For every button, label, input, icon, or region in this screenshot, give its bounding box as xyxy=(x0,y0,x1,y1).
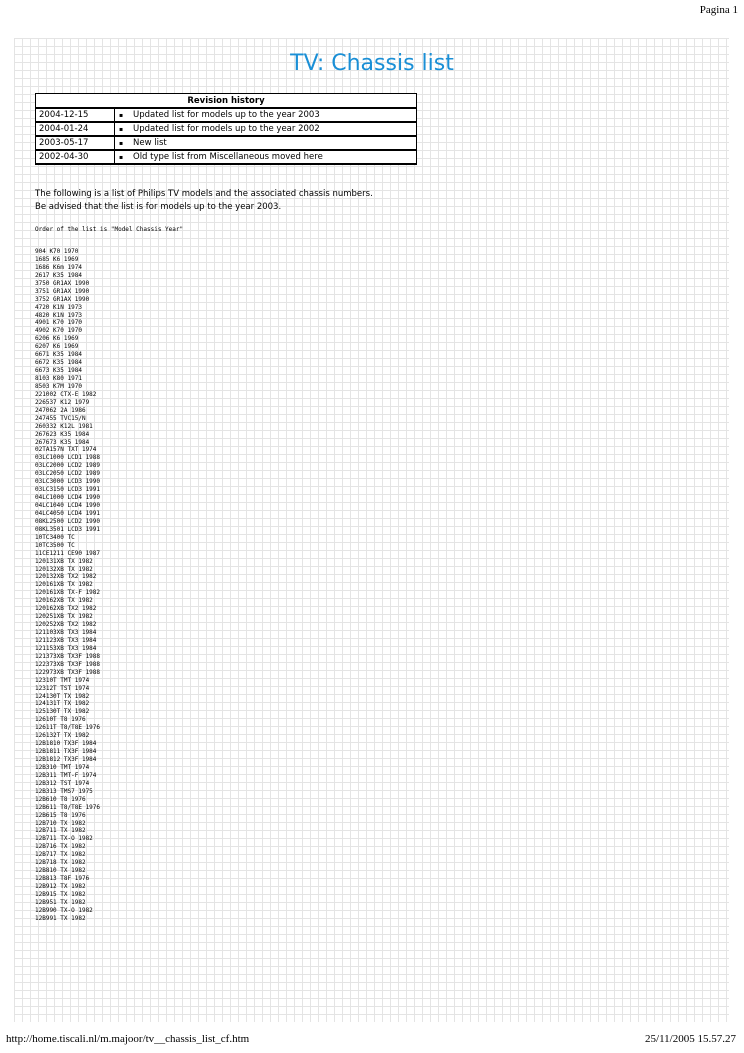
revision-note: Old type list from Miscellaneous moved here xyxy=(129,150,417,164)
model-entry: 124131T TX 1982 xyxy=(35,700,90,708)
model-entry: 12B310 TMT 1974 xyxy=(35,763,90,771)
model-entry: 6672 K35 1984 xyxy=(35,359,82,367)
revision-date: 2002-04-30 xyxy=(36,150,115,164)
intro-line: The following is a list of Philips TV models and the associated chassis numbers. xyxy=(35,189,373,199)
model-entry: 08KL3501 LCD3 1991 xyxy=(35,525,101,533)
model-entry: 12B912 TX 1982 xyxy=(35,883,86,890)
model-entry: 260332 K12L 1981 xyxy=(35,422,93,430)
model-entry: 12B718 TX 1982 xyxy=(35,859,86,867)
revision-history-table xyxy=(35,93,417,165)
model-entry: 02TA157N TXT 1974 xyxy=(35,446,97,454)
model-entry: 10TC3500 TC xyxy=(35,541,75,549)
model-entry: 904 K70 1970 xyxy=(35,248,79,255)
revision-note: New list xyxy=(129,136,417,150)
model-entry: 120252XB TX2 1982 xyxy=(35,621,97,629)
model-entry: 3752 GR1AX 1990 xyxy=(35,295,90,303)
model-entry: 03LC3000 LCD3 1990 xyxy=(35,478,101,486)
model-entry: 122373XB TX3F 1988 xyxy=(35,660,101,668)
model-entry: 120162XB TX2 1982 xyxy=(35,605,97,613)
page-header: Pagina 1 xyxy=(699,4,738,16)
model-entry: 03LC3150 LCD3 1991 xyxy=(35,486,101,494)
model-entry: 247455 TVC15/N xyxy=(35,414,86,422)
page-title: TV: Chassis list xyxy=(290,51,454,76)
model-entry: 124130T TX 1982 xyxy=(35,692,90,700)
model-entry: 8103 K80 1971 xyxy=(35,375,82,382)
model-entry: 6206 K6 1969 xyxy=(35,335,79,343)
model-entry: 120161XB TX 1982 xyxy=(35,581,93,589)
model-entry: 10TC3400 TC xyxy=(35,533,75,541)
model-entry: 12B312 TST 1974 xyxy=(35,779,90,787)
revision-note: Updated list for models up to the year 2002 xyxy=(129,122,417,136)
model-entry: 12B716 TX 1982 xyxy=(35,843,86,851)
model-entry: 12B951 TX 1982 xyxy=(35,898,86,906)
model-entry: 2617 K35 1984 xyxy=(35,271,82,279)
model-list xyxy=(35,248,100,923)
model-entry: 03LC2050 LCD2 1989 xyxy=(35,470,101,478)
model-entry: 12B810 TX 1982 xyxy=(35,867,86,875)
revision-row xyxy=(36,150,417,164)
model-entry: 247062 2A 1986 xyxy=(35,406,86,414)
model-entry: 12B1811 TX3F 1984 xyxy=(35,748,97,756)
revision-row xyxy=(36,122,417,136)
grid-background xyxy=(14,38,729,1022)
model-entry: 12B717 TX 1982 xyxy=(35,851,86,859)
model-entry: 04LC4050 LCD4 1991 xyxy=(35,509,101,517)
model-entry: 4820 K1N 1973 xyxy=(35,311,82,319)
bullet-icon: ▪ xyxy=(115,136,130,150)
model-entry: 4902 K70 1970 xyxy=(35,327,82,335)
model-entry: 8503 K7M 1970 xyxy=(35,382,82,390)
model-entry: 12B1812 TX3F 1984 xyxy=(35,756,97,763)
model-entry: 3751 GR1AX 1990 xyxy=(35,287,90,295)
model-entry: 12312T TST 1974 xyxy=(35,684,90,692)
model-entry: 03LC1000 LCD1 1988 xyxy=(35,454,101,462)
revision-date: 2004-12-15 xyxy=(36,108,115,122)
model-entry: 6671 K35 1984 xyxy=(35,351,82,359)
model-entry: 12B991 TX 1982 xyxy=(35,914,86,922)
model-entry: 121153XB TX3 1984 xyxy=(35,644,97,652)
model-entry: 120161XB TX-F 1982 xyxy=(35,589,101,597)
model-entry: 4720 K1N 1973 xyxy=(35,303,82,311)
model-entry: 1686 K6m 1974 xyxy=(35,263,82,271)
model-entry: 6207 K6 1969 xyxy=(35,343,79,351)
model-entry: 267623 K35 1984 xyxy=(35,430,90,438)
bullet-icon: ▪ xyxy=(115,108,130,122)
bullet-icon: ▪ xyxy=(115,150,130,164)
model-entry: 121123XB TX3 1984 xyxy=(35,636,97,644)
model-entry: 1685 K6 1969 xyxy=(35,255,79,263)
model-entry: 3750 GR1AX 1990 xyxy=(35,279,90,287)
model-entry: 12B610 T8 1976 xyxy=(35,795,86,803)
footer-url: http://home.tiscali.nl/m.majoor/tv__chassis_list_cf.htm xyxy=(6,1033,250,1045)
model-entry: 125130T TX 1982 xyxy=(35,708,90,716)
model-entry: 04LC1040 LCD4 1990 xyxy=(35,502,101,509)
bullet-icon: ▪ xyxy=(115,122,130,136)
model-entry: 121103XB TX3 1984 xyxy=(35,629,97,636)
model-entry: 6673 K35 1984 xyxy=(35,367,82,375)
model-entry: 121373XB TX3F 1988 xyxy=(35,652,101,660)
model-entry: 12611T T8/T8E 1976 xyxy=(35,724,101,732)
model-entry: 03LC2000 LCD2 1989 xyxy=(35,462,101,470)
footer-datetime: 25/11/2005 15.57.27 xyxy=(645,1033,736,1045)
model-entry: 120132XB TX 1982 xyxy=(35,565,93,573)
model-entry: 08KL2500 LCD2 1990 xyxy=(35,517,101,525)
model-entry: 221002 CTX-E 1982 xyxy=(35,390,97,398)
model-entry: 12B990 TX-O 1982 xyxy=(35,906,93,914)
model-entry: 267673 K35 1984 xyxy=(35,438,90,446)
model-entry: 12B813 T8F 1976 xyxy=(35,875,90,883)
revision-date: 2003-05-17 xyxy=(36,136,115,150)
model-entry: 12B711 TX 1982 xyxy=(35,827,86,835)
model-entry: 12B311 TMT-F 1974 xyxy=(35,771,97,779)
revision-history-heading: Revision history xyxy=(36,94,417,109)
revision-date: 2004-01-24 xyxy=(36,122,115,136)
model-entry: 12B711 TX-O 1982 xyxy=(35,835,93,843)
model-entry: 126132T TX 1982 xyxy=(35,732,90,740)
model-entry: 120131XB TX 1982 xyxy=(35,557,93,565)
model-entry: 12B915 TX 1982 xyxy=(35,890,86,898)
model-entry: 12310T TMT 1974 xyxy=(35,676,90,684)
model-entry: 12B710 TX 1982 xyxy=(35,819,86,827)
model-entry: 11CE1211 CE90 1987 xyxy=(35,549,101,557)
intro-text xyxy=(35,188,373,214)
order-note: Order of the list is "Model Chassis Year" xyxy=(35,226,184,233)
revision-row xyxy=(36,108,417,122)
model-entry: 12B611 T8/T8E 1976 xyxy=(35,803,101,811)
model-entry: 12B313 TMS7 1975 xyxy=(35,787,93,795)
model-entry: 4901 K70 1970 xyxy=(35,319,82,327)
model-entry: 120251XB TX 1982 xyxy=(35,613,93,621)
model-entry: 12B615 T8 1976 xyxy=(35,811,86,819)
model-entry: 12610T T8 1976 xyxy=(35,716,86,724)
model-entry: 226537 K12 1979 xyxy=(35,398,90,406)
revision-row xyxy=(36,136,417,150)
model-entry: 04LC1000 LCD4 1990 xyxy=(35,494,101,502)
model-entry: 120132XB TX2 1982 xyxy=(35,573,97,581)
intro-line: Be advised that the list is for models up to the year 2003. xyxy=(35,202,282,212)
model-entry: 12B1810 TX3F 1984 xyxy=(35,740,97,748)
revision-note: Updated list for models up to the year 2003 xyxy=(129,108,417,122)
model-entry: 122973XB TX3F 1988 xyxy=(35,668,101,676)
model-entry: 120162XB TX 1982 xyxy=(35,597,93,605)
